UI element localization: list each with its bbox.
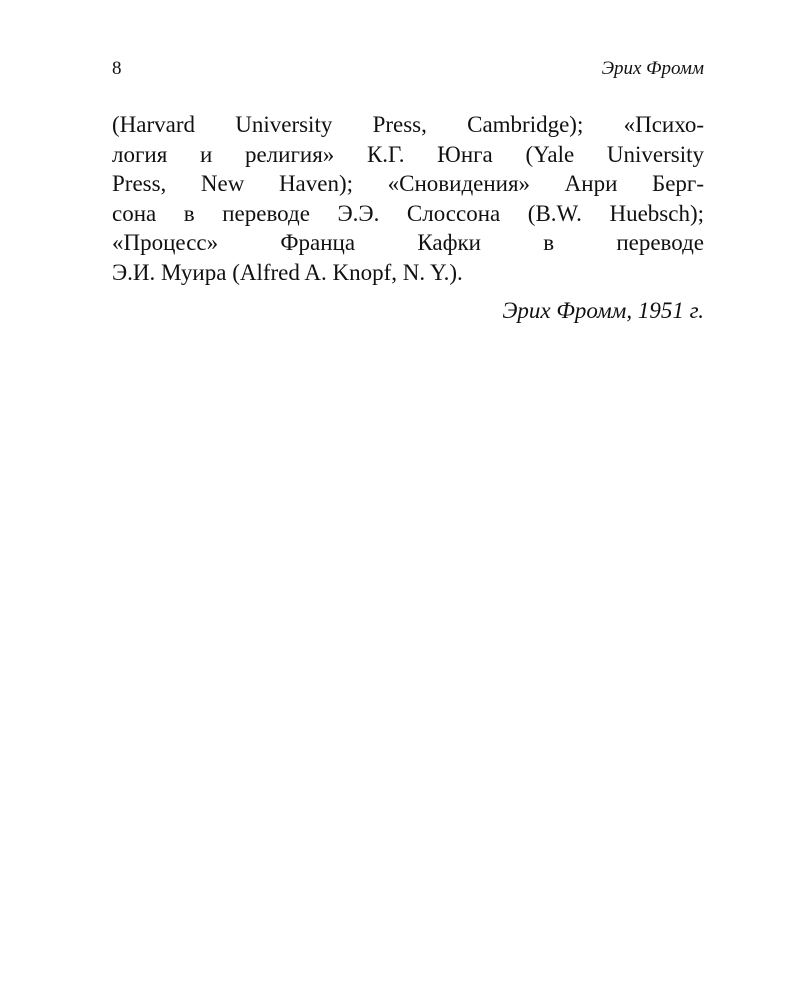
text-line: (Harvard University Press, Cambridge); «Психо- bbox=[112, 112, 704, 137]
body-paragraph bbox=[112, 110, 704, 287]
text-line: «Процесс» Франца Кафки в переводе bbox=[112, 230, 704, 255]
running-head bbox=[112, 56, 704, 82]
book-page bbox=[112, 0, 704, 1000]
author-signature: Эрих Фромм, 1951 г. bbox=[502, 298, 704, 323]
page-number: 8 bbox=[112, 58, 122, 79]
text-line: Press, New Haven); «Сновидения» Анри Берг- bbox=[112, 171, 704, 196]
text-line: логия и религия» К.Г. Юнга (Yale University bbox=[112, 141, 704, 167]
running-title: Эрих Фромм bbox=[601, 58, 704, 79]
text-line: Э.И. Муира (Alfred A. Knopf, N. Y.). bbox=[112, 259, 463, 285]
text-line: сона в переводе Э.Э. Слоссона (B.W. Huebsch); bbox=[112, 200, 704, 226]
